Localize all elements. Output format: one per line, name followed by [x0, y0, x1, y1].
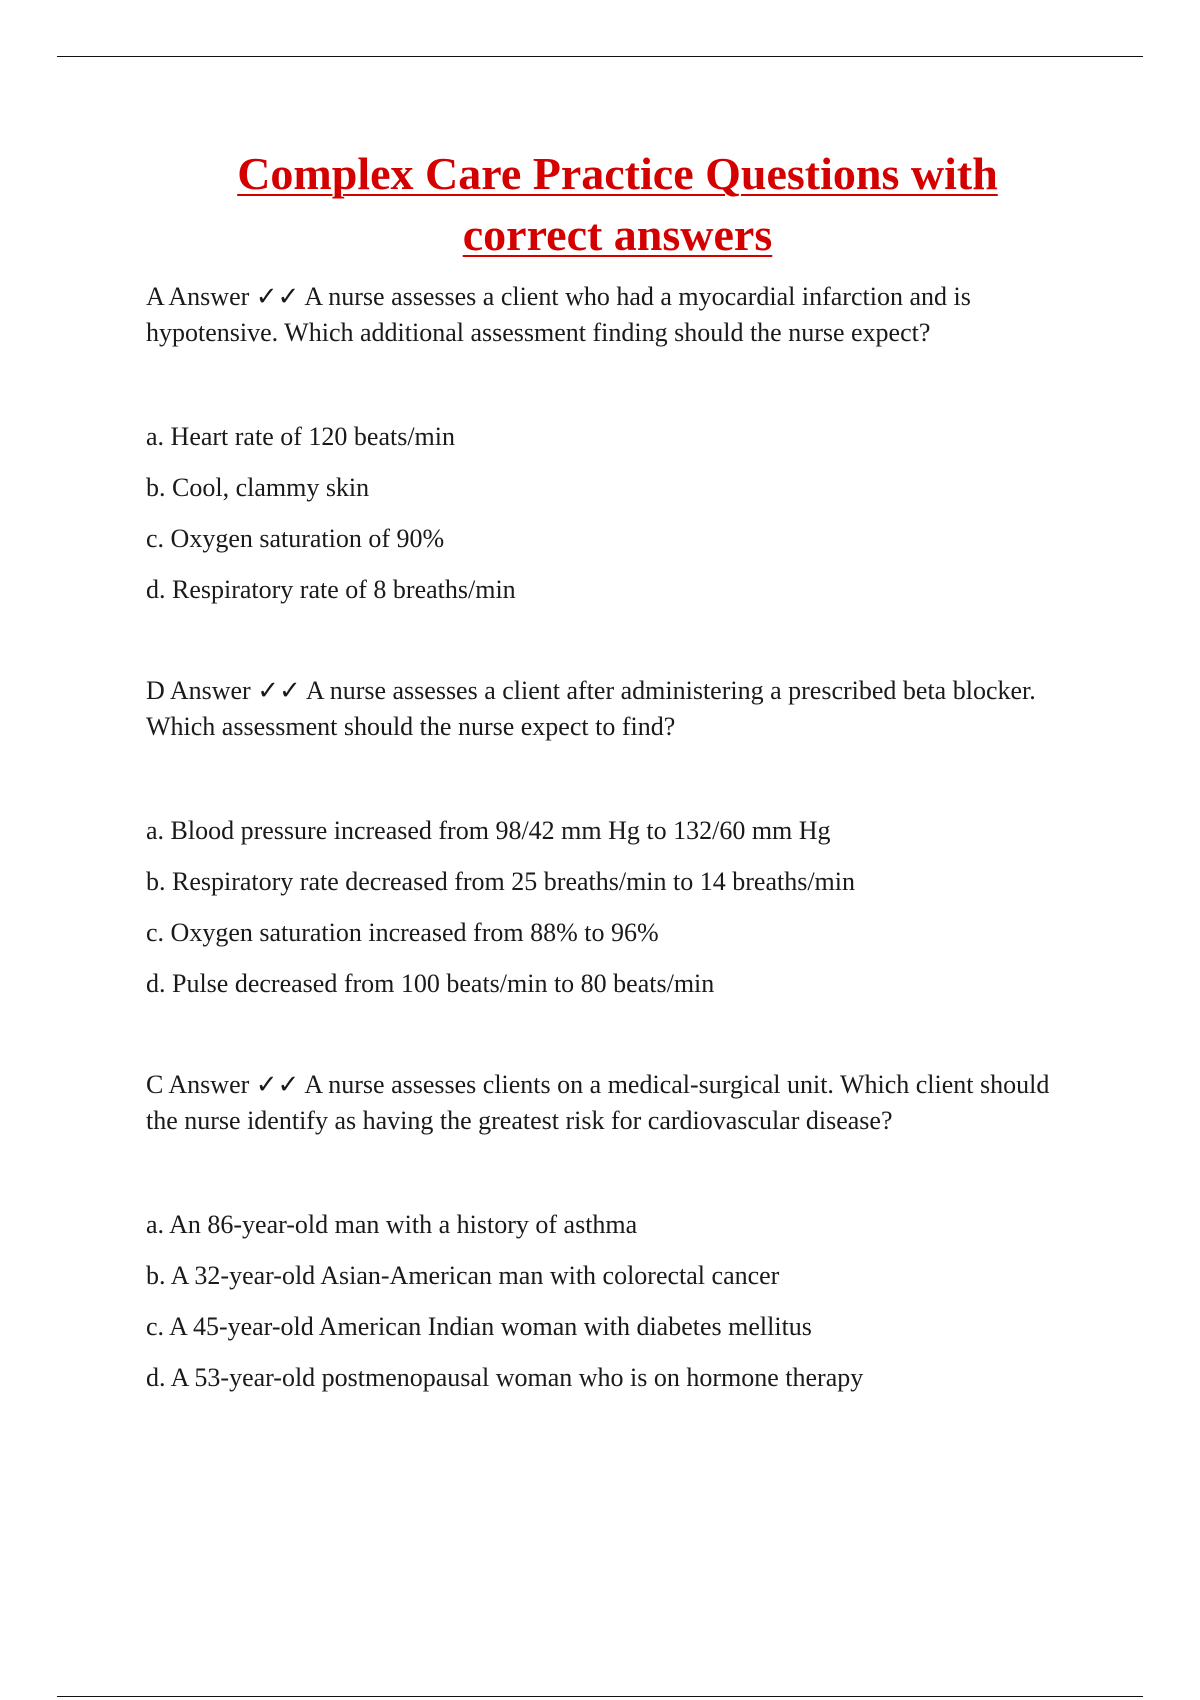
option-1c: c. Oxygen saturation of 90% [146, 524, 445, 553]
question-1-options [146, 422, 1081, 626]
title-line-2: correct answers [462, 209, 773, 260]
option-2a: a. Blood pressure increased from 98/42 mm Hg to 132/60 mm Hg [146, 816, 831, 845]
option-3c: c. A 45-year-old American Indian woman with diabetes mellitus [146, 1312, 812, 1341]
question-3-text: C Answer ✓✓ A nurse assesses clients on a medical-surgical unit. Which client should the nurse identify as having the greatest risk for cardiovascular disease? [146, 1070, 1050, 1135]
title-line-1: Complex Care Practice Questions with [237, 148, 998, 199]
question-2-options [146, 816, 1081, 1020]
option-2b: b. Respiratory rate decreased from 25 breaths/min to 14 breaths/min [146, 867, 856, 896]
option-1d: d. Respiratory rate of 8 breaths/min [146, 575, 516, 604]
option-2c: c. Oxygen saturation increased from 88% to 96% [146, 918, 659, 947]
option-3b: b. A 32-year-old Asian-American man with colorectal cancer [146, 1261, 780, 1290]
bottom-divider [57, 1696, 1143, 1697]
option-1a: a. Heart rate of 120 beats/min [146, 422, 455, 451]
question-1-text: A Answer ✓✓ A nurse assesses a client who had a myocardial infarction and is hypotensive. Which additional assessment finding should the nurse expect? [146, 282, 971, 347]
option-2d: d. Pulse decreased from 100 beats/min to 80 beats/min [146, 969, 715, 998]
question-3-options [146, 1210, 1081, 1414]
document-title [150, 143, 1085, 265]
option-3a: a. An 86-year-old man with a history of asthma [146, 1210, 638, 1239]
question-2-text: D Answer ✓✓ A nurse assesses a client after administering a prescribed beta blocker. Which assessment should the nurse expect to find? [146, 676, 1036, 741]
option-1b: b. Cool, clammy skin [146, 473, 370, 502]
option-3d: d. A 53-year-old postmenopausal woman who is on hormone therapy [146, 1363, 864, 1392]
top-divider [57, 56, 1143, 57]
